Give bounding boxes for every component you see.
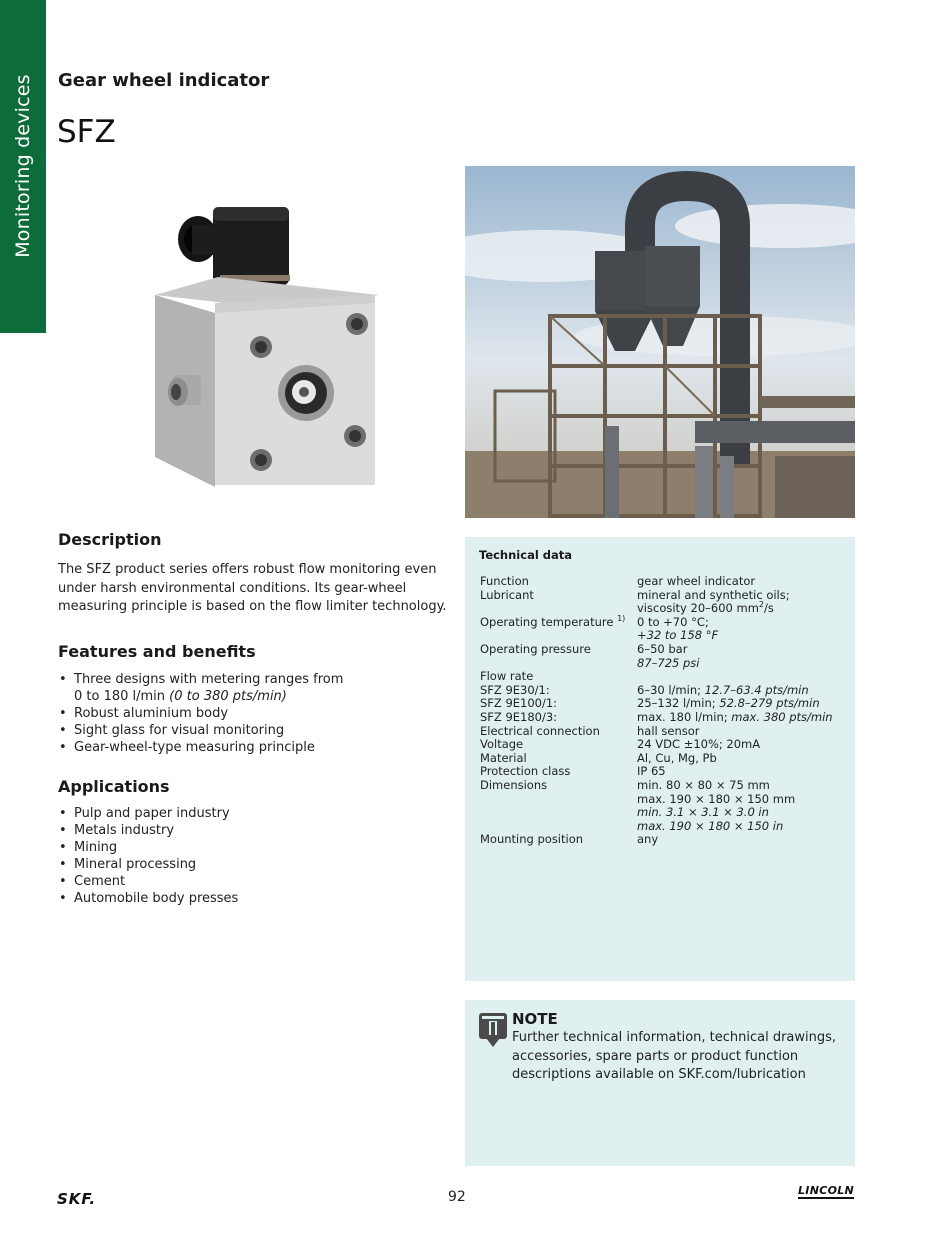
side-tab [0, 0, 46, 333]
table-row: min. 3.1 × 3.1 × 3.0 in [637, 805, 769, 820]
list-item: • Sight glass for visual monitoring [58, 722, 343, 739]
features-heading: Features and benefits [58, 642, 256, 661]
applications-list [58, 805, 238, 907]
table-row: Dimensions min. 80 × 80 × 75 mm [480, 777, 770, 792]
table-row: Lubricant mineral and synthetic oils; [480, 587, 790, 602]
note-title: NOTE [512, 1010, 558, 1028]
features-list [58, 671, 343, 756]
note-text: Further technical information, technical drawings, accessories, spare parts or product function descriptions available on SKF.com/lubrication [512, 1030, 837, 1082]
product-title: SFZ [57, 114, 116, 150]
applications-heading: Applications [58, 777, 170, 796]
table-row: Operating pressure 6–50 bar [480, 641, 688, 656]
page-number: 92 [448, 1189, 466, 1205]
note-panel [465, 1000, 855, 1166]
table-row: Flow rate [480, 669, 534, 684]
skf-logo: SKF. [57, 1190, 97, 1208]
table-row: Operating temperature $^{1)}$ 0 to +70 °C; [480, 613, 709, 629]
lincoln-logo: LINCOLN [798, 1184, 855, 1197]
list-item: • Robust aluminium body [58, 705, 343, 722]
category-heading: Gear wheel indicator [58, 70, 270, 91]
list-item: • Gear-wheel-type measuring principle [58, 739, 343, 756]
table-row: max. 190 × 180 × 150 in [637, 818, 784, 833]
list-item: • Mineral processing [58, 856, 238, 873]
table-row: 87–725 psi [637, 655, 700, 670]
table-row: max. 190 × 180 × 150 mm [637, 791, 796, 806]
table-row: Electrical connection hall sensor [480, 723, 700, 738]
list-item: • Mining [58, 839, 238, 856]
list-item: • Pulp and paper industry [58, 805, 238, 822]
table-row: Function gear wheel indicator [480, 574, 756, 588]
table-row: Material Al, Cu, Mg, Pb [480, 750, 717, 765]
table-row: viscosity 20–600 $mm^2/s$ [637, 600, 774, 616]
table-row: Mounting position any [480, 832, 659, 847]
table-row: SFZ 9E180/3: max. 180 l/min; max. 380 pts/min [480, 709, 833, 724]
plant-photo [465, 166, 855, 518]
side-tab-label: Monitoring devices [12, 74, 34, 258]
list-item: • Three designs with metering ranges from [58, 671, 343, 688]
description-text: The SFZ product series offers robust flow monitoring even under harsh environmental conditions. Its gear-wheel measuring principle is based on the flow limiter technology. [58, 562, 447, 614]
technical-data-table [480, 575, 850, 847]
table-row: +32 to 158 °F [637, 628, 719, 643]
list-item: • Automobile body presses [58, 890, 238, 907]
list-item: • Metals industry [58, 822, 238, 839]
description-heading: Description [58, 530, 162, 549]
note-download-icon [478, 1012, 508, 1048]
technical-data-panel [465, 537, 855, 981]
table-row: SFZ 9E100/1: 25–132 l/min; 52.8–279 pts/min [480, 696, 820, 711]
table-row: Protection class IP 65 [480, 764, 666, 779]
product-image [140, 195, 390, 495]
list-item-continuation: 0 to 180 l/min (0 to 380 pts/min) [74, 689, 287, 704]
table-row: SFZ 9E30/1: 6–30 l/min; 12.7–63.4 pts/min [480, 682, 809, 697]
list-item: • Cement [58, 873, 238, 890]
technical-data-title: Technical data [479, 548, 573, 562]
table-row: Voltage 24 VDC ±10%; 20mA [480, 737, 761, 752]
